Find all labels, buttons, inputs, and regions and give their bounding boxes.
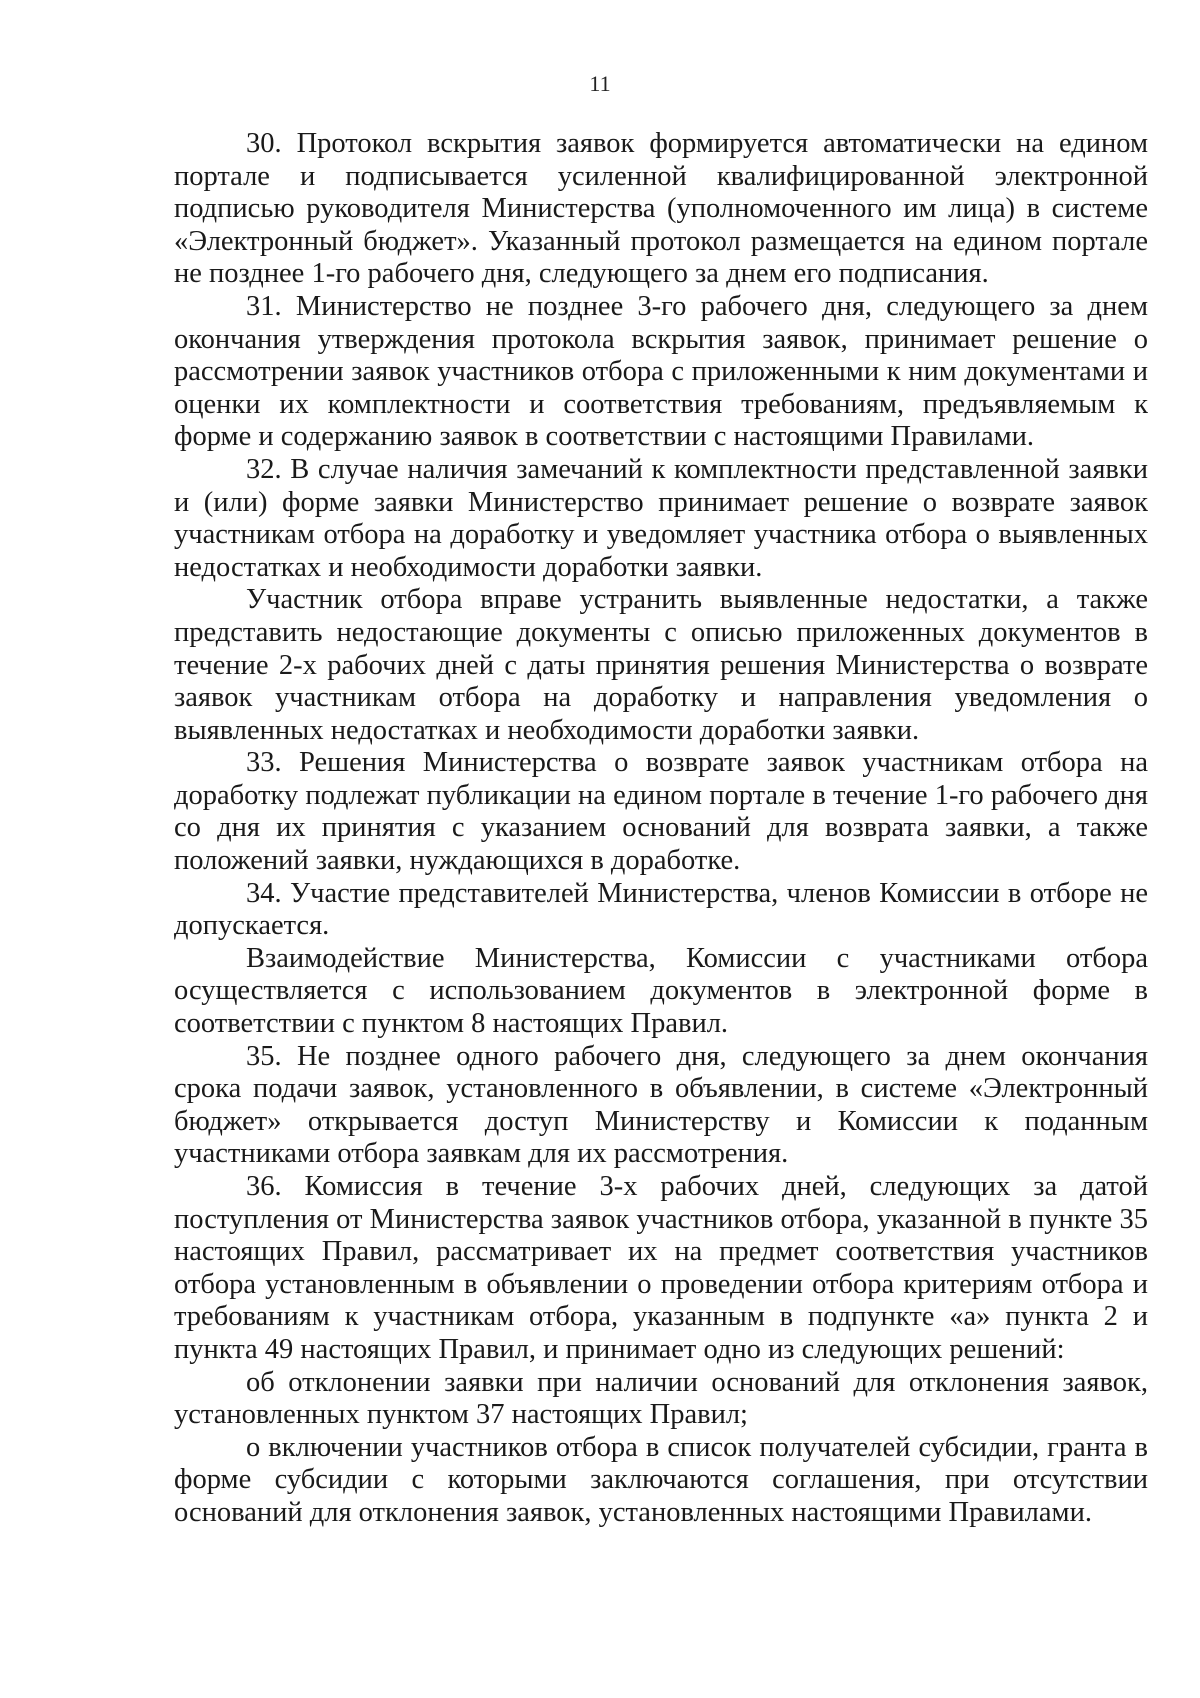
paragraph-33: 33. Решения Министерства о возврате заявок участникам отбора на доработку подлежат публикации на едином портале в течение 1-го рабочего дня со дня их принятия с указанием оснований для возврата заявки, а также положений заявки, нуждающихся в доработке. [174,747,1148,877]
paragraph-31: 31. Министерство не позднее 3-го рабочего дня, следующего за днем окончания утверждения протокола вскрытия заявок, принимает решение о рассмотрении заявок участников отбора с приложенными к ним документами и оценки их комплектности и соответствия требованиям, предъявляемым к форме и содержанию заявок в соответствии с настоящими Правилами. [174,290,1148,453]
paragraph-30: 30. Протокол вскрытия заявок формируется автоматически на едином портале и подписывается усиленной квалифицированной электронной подписью руководителя Министерства (уполномоченного им лица) в системе «Электронный бюджет». Указанный протокол размещается на едином портале не позднее 1-го рабочего дня, следующего за днем его подписания. [174,128,1148,290]
paragraph-36-option-reject: об отклонении заявки при наличии оснований для отклонения заявок, установленных пунктом 37 настоящих Правил; [174,1366,1148,1431]
paragraph-36-option-include: о включении участников отбора в список получателей субсидии, гранта в форме субсидии с которыми заключаются соглашения, при отсутствии оснований для отклонения заявок, установленных настоящими Правилами. [174,1431,1148,1528]
paragraph-35: 35. Не позднее одного рабочего дня, следующего за днем окончания срока подачи заявок, установленного в объявлении, в системе «Электронный бюджет» открывается доступ Министерству и Комиссии к поданным участниками отбора заявкам для их рассмотрения. [174,1040,1148,1170]
paragraph-34: 34. Участие представителей Министерства, членов Комиссии в отборе не допускается. [174,877,1148,942]
paragraph-36: 36. Комиссия в течение 3-х рабочих дней, следующих за датой поступления от Министерства заявок участников отбора, указанной в пункте 35 настоящих Правил, рассматривает их на предмет соответствия участников отбора установленным в объявлении о проведении отбора критериям отбора и требованиям к участникам отбора, указанным в подпункте «а» пункта 2 и пункта 49 настоящих Правил, и принимает одно из следующих решений: [174,1171,1148,1365]
document-body [174,128,1148,1530]
paragraph-32-continuation: Участник отбора вправе устранить выявленные недостатки, а также представить недостающие документы с описью приложенных документов в течение 2-х рабочих дней с даты принятия решения Министерства о возврате заявок участникам отбора на доработку и направления уведомления о выявленных недостатках и необходимости доработки заявки. [174,584,1148,746]
paragraph-34-continuation: Взаимодействие Министерства, Комиссии с участниками отбора осуществляется с использованием документов в электронной форме в соответствии с пунктом 8 настоящих Правил. [174,942,1148,1040]
page-number: 11 [589,71,611,96]
paragraph-32: 32. В случае наличия замечаний к комплектности представленной заявки и (или) форме заявки Министерство принимает решение о возврате заявок участникам отбора на доработку и уведомляет участника отбора о выявленных недостатках и необходимости доработки заявки. [174,453,1148,583]
